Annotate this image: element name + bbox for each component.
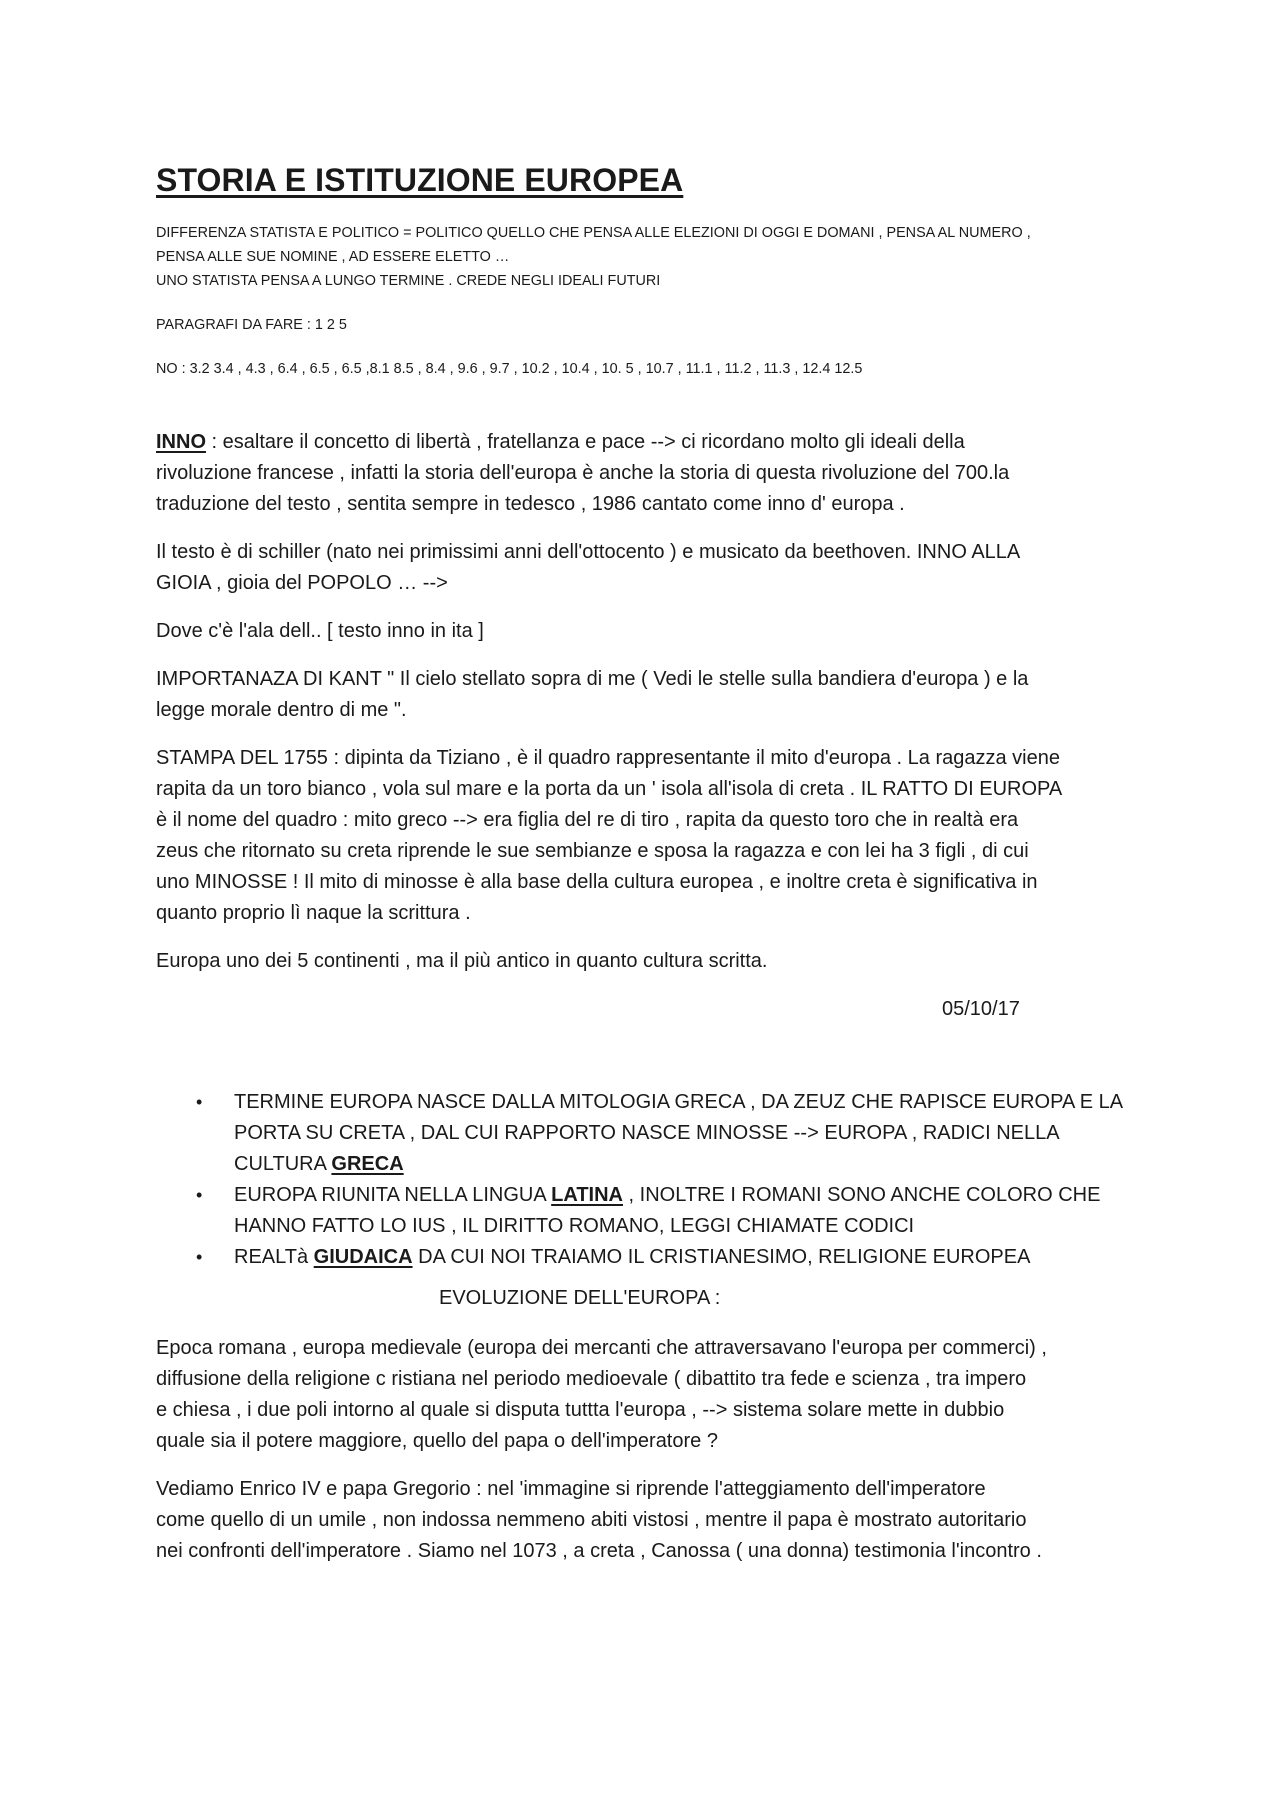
paragraph-text: IMPORTANAZA DI KANT " Il cielo stellato sopra di me ( Vedi le stelle sulla bandiera d'europa ) e la [156, 668, 1029, 690]
paragraph-text: legge morale dentro di me ". [156, 699, 407, 721]
epoca-paragraph [156, 1333, 1140, 1457]
paragraph-text: zeus che ritornato su creta riprende le sue sembianze e sposa la ragazza e con lei ha 3 figli , di cui [156, 840, 1029, 862]
paragraph-text: è il nome del quadro : mito greco --> era figlia del re di tiro , rapita da questo toro che in realtà era [156, 809, 1019, 831]
intro-line: PENSA ALLE SUE NOMINE , AD ESSERE ELETTO … [156, 249, 510, 265]
intro-line: DIFFERENZA STATISTA E POLITICO = POLITICO QUELLO CHE PENSA ALLE ELEZIONI DI OGGI E DOMANI , PENSA AL NUMERO , [156, 225, 1031, 241]
list-item-text: REALTà [234, 1246, 314, 1268]
list-item [156, 1087, 1140, 1180]
paragraph-text: quanto proprio lì naque la scrittura . [156, 902, 471, 924]
paragraph-text: diffusione della religione c ristiana nel periodo medioevale ( dibattito tra fede e scienza , tra impero [156, 1368, 1027, 1390]
list-item [156, 1180, 1140, 1242]
inno-label: INNO [156, 431, 206, 453]
list-item-text: TERMINE EUROPA NASCE DALLA MITOLOGIA GRECA , DA ZEUZ CHE RAPISCE EUROPA E LA [234, 1091, 1124, 1113]
list-item-text: DA CUI NOI TRAIAMO IL CRISTIANESIMO, RELIGIONE EUROPEA [412, 1246, 1031, 1268]
paragraph-text: traduzione del testo , sentita sempre in tedesco , 1986 cantato come inno d' europa . [156, 493, 905, 515]
no-list-note: NO : 3.2 3.4 , 4.3 , 6.4 , 6.5 , 6.5 ,8.1 8.5 , 8.4 , 9.6 , 9.7 , 10.2 , 10.4 , 10. 5 , 10.7 , 11.1 , 11.2 , 11.3 , 12.4 12.5 [156, 361, 863, 377]
paragraph-text: Vediamo Enrico IV e papa Gregorio : nel 'immagine si riprende l'atteggiamento dell'imperatore [156, 1478, 986, 1500]
paragraph-text: GIOIA , gioia del POPOLO … --> [156, 572, 448, 594]
spacer [156, 381, 1140, 427]
bullet-icon: • [196, 1185, 203, 1205]
paragraph-text: STAMPA DEL 1755 : dipinta da Tiziano , è il quadro rappresentante il mito d'europa . La ragazza viene [156, 747, 1060, 769]
paragraph-text: quale sia il potere maggiore, quello del papa o dell'imperatore ? [156, 1430, 718, 1452]
continenti-paragraph: Europa uno dei 5 continenti , ma il più antico in quanto cultura scritta. [156, 950, 768, 972]
emphasis-greca: GRECA [331, 1153, 404, 1175]
list-item-text: EUROPA RIUNITA NELLA LINGUA [234, 1184, 552, 1206]
paragraph-text: Il testo è di schiller (nato nei primissimi anni dell'ottocento ) e musicato da beethoven. INNO ALLA [156, 541, 1021, 563]
paragrafi-note: PARAGRAFI DA FARE : 1 2 5 [156, 317, 347, 333]
emphasis-latina: LATINA [551, 1184, 623, 1206]
intro-line: UNO STATISTA PENSA A LUNGO TERMINE . CREDE NEGLI IDEALI FUTURI [156, 273, 661, 289]
section-heading: EVOLUZIONE DELL'EUROPA : [439, 1287, 721, 1309]
inno-paragraph [156, 427, 1140, 520]
bullet-list [156, 1087, 1140, 1273]
spacer [156, 1025, 1140, 1087]
paragraph-text: come quello di un umile , non indossa nemmeno abiti vistosi , mentre il papa è mostrato autoritario [156, 1509, 1027, 1531]
list-item-text: PORTA SU CRETA , DAL CUI RAPPORTO NASCE MINOSSE --> EUROPA , RADICI NELLA [234, 1122, 1060, 1144]
list-item-text: , INOLTRE I ROMANI SONO ANCHE COLORO CHE [622, 1184, 1101, 1206]
paragraph-text: Epoca romana , europa medievale (europa dei mercanti che attraversavano l'europa per commerci) , [156, 1337, 1047, 1359]
list-item [156, 1242, 1140, 1273]
emphasis-giudaica: GIUDAICA [313, 1246, 413, 1268]
bullet-icon: • [196, 1247, 203, 1267]
intro-note [156, 221, 1140, 293]
kant-paragraph [156, 664, 1140, 726]
enrico-paragraph [156, 1474, 1140, 1567]
bullet-icon: • [196, 1092, 203, 1112]
dove-paragraph: Dove c'è l'ala dell.. [ testo inno in ita ] [156, 620, 484, 642]
paragraph-text: uno MINOSSE ! Il mito di minosse è alla base della cultura europea , e inoltre creta è significativa in [156, 871, 1038, 893]
schiller-paragraph [156, 537, 1140, 599]
paragraph-text: : esaltare il concetto di libertà , fratellanza e pace --> ci ricordano molto gli ideali della [206, 431, 965, 453]
list-item-text: HANNO FATTO LO IUS , IL DIRITTO ROMANO, LEGGI CHIAMATE CODICI [234, 1215, 915, 1237]
stampa-paragraph [156, 743, 1140, 929]
list-item-text: CULTURA [234, 1153, 332, 1175]
paragraph-text: rivoluzione francese , infatti la storia dell'europa è anche la storia di questa rivoluzione del 700.la [156, 462, 1010, 484]
paragraph-text: rapita da un toro bianco , vola sul mare e la porta da un ' isola all'isola di creta . IL RATTO DI EUROPA [156, 778, 1063, 800]
document-title: STORIA E ISTITUZIONE EUROPEA [156, 162, 684, 198]
date-label: 05/10/17 [942, 998, 1020, 1020]
paragraph-text: nei confronti dell'imperatore . Siamo nel 1073 , a creta , Canossa ( una donna) testimonia l'incontro . [156, 1540, 1042, 1562]
paragraph-text: e chiesa , i due poli intorno al quale si disputa tuttta l'europa , --> sistema solare mette in dubbio [156, 1399, 1005, 1421]
